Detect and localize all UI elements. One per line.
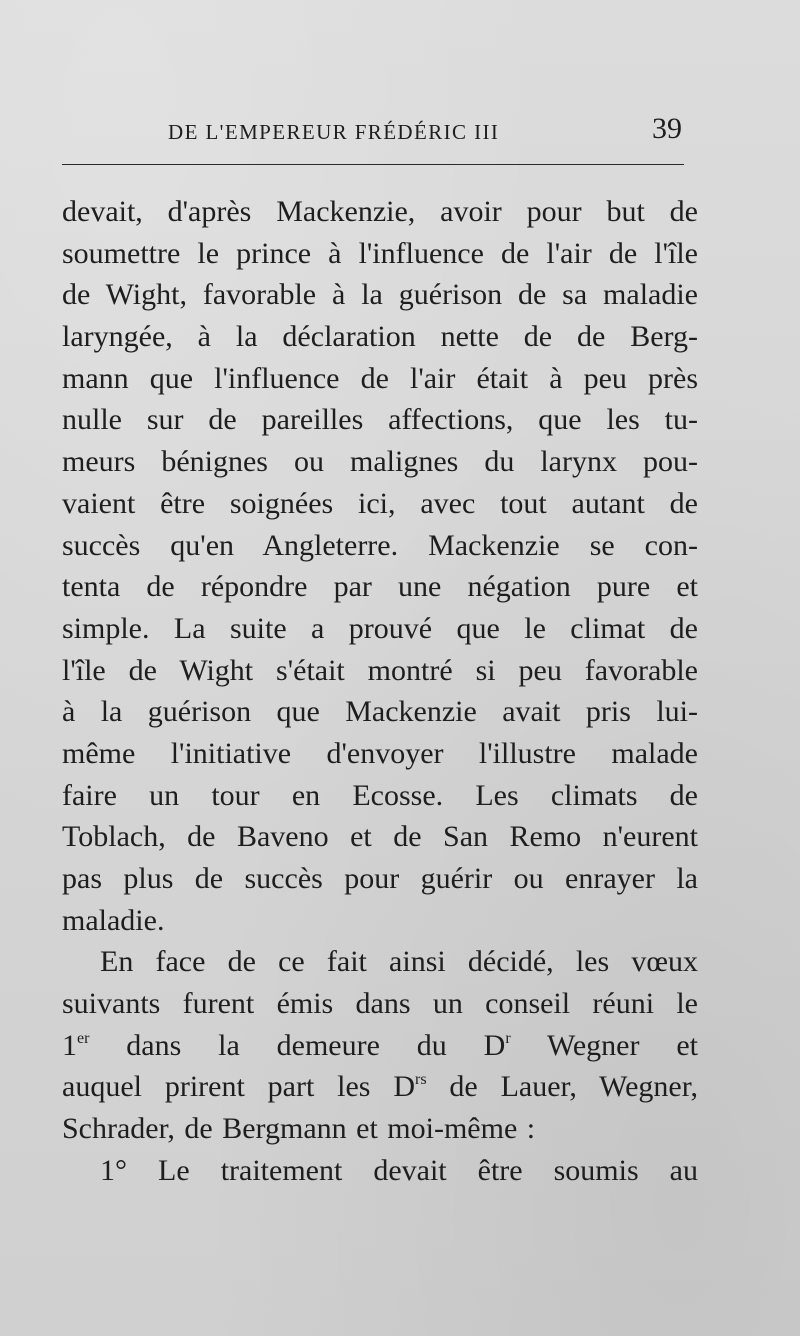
text-line: En face de ce fait ainsi décidé, les vœux: [100, 945, 698, 979]
text-line: tenta de répondre par une négation pure et: [62, 570, 698, 604]
text-fragment: dans la demeure du D: [89, 1028, 506, 1062]
text-line: simple. La suite a prouvé que le climat de: [62, 611, 698, 645]
text-line-with-superscripts: [62, 1025, 698, 1067]
header-rule: [62, 164, 684, 165]
text-fragment: Wegner et: [510, 1028, 698, 1062]
text-line: Schrader, de Bergmann et moi-même :: [62, 1112, 536, 1146]
text-line: même l'initiative d'envoyer l'illustre malade: [62, 736, 698, 770]
title-superscript: r: [505, 1029, 511, 1047]
text-line: suivants furent émis dans un conseil réuni le: [62, 987, 698, 1021]
text-line: devait, d'après Mackenzie, avoir pour but de: [62, 195, 698, 228]
text-line-with-superscripts: [62, 1066, 698, 1108]
text-line: laryngée, à la déclaration nette de de Berg-: [62, 320, 698, 354]
text-fragment: auquel prirent part les D: [62, 1070, 415, 1104]
text-fragment: de Lauer, Wegner,: [426, 1070, 698, 1104]
text-line: meurs bénignes ou malignes du larynx pou-: [62, 445, 698, 479]
ordinal-superscript: er: [77, 1029, 90, 1047]
running-head: [62, 112, 686, 152]
text-line: succès qu'en Angleterre. Mackenzie se con-: [62, 528, 698, 562]
body-text: [62, 191, 698, 1192]
text-line: 1° Le traitement devait être soumis au: [100, 1153, 698, 1187]
text-line: à la guérison que Mackenzie avait pris lui-: [62, 695, 698, 729]
text-line: de Wight, favorable à la guérison de sa maladie: [62, 278, 698, 312]
text-line: soumettre le prince à l'influence de l'air de l'île: [62, 236, 698, 270]
text-line: Toblach, de Baveno et de San Remo n'eurent: [62, 820, 698, 854]
text-line: faire un tour en Ecosse. Les climats de: [62, 778, 698, 812]
text-line: maladie.: [62, 903, 165, 937]
text-line: pas plus de succès pour guérir ou enrayer la: [62, 862, 698, 895]
text-line: vaient être soignées ici, avec tout autant de: [62, 486, 698, 520]
text-line: nulle sur de pareilles affections, que les tu-: [62, 403, 698, 437]
running-title: DE L'EMPEREUR FRÉDÉRIC III: [168, 120, 500, 144]
title-superscript: rs: [415, 1071, 427, 1089]
page-number: 39: [652, 112, 682, 145]
ordinal: 1: [62, 1028, 77, 1062]
text-line: l'île de Wight s'était montré si peu favorable: [62, 653, 698, 687]
text-line: mann que l'influence de l'air était à peu près: [62, 361, 698, 395]
